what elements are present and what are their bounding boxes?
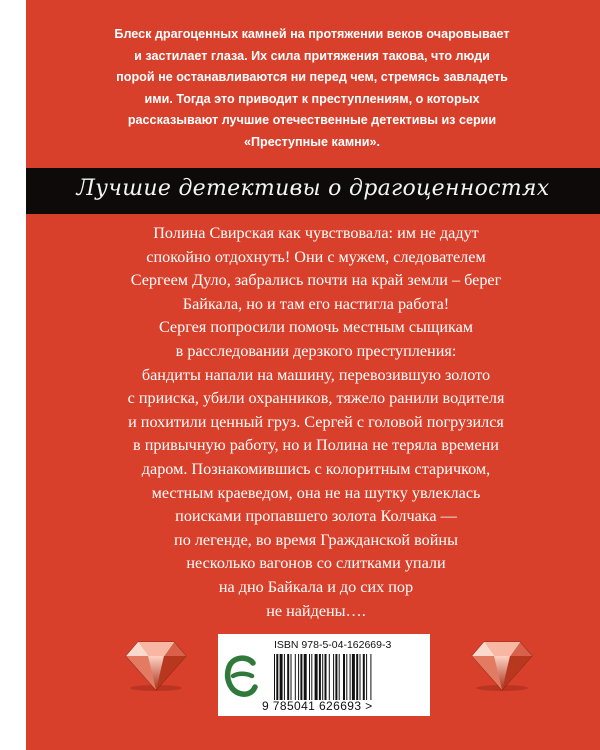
annotation-line: по легенде, во время Гражданской войны [174, 530, 458, 549]
annotation-line: в расследовании дерзкого преступления: [175, 341, 457, 360]
annotation-line: несколько вагонов со слитками упали [186, 554, 446, 573]
annotation-line: местным краеведом, она не на шутку увлеклась [151, 483, 481, 502]
barcode-bar [325, 654, 327, 700]
barcode-bar [291, 654, 292, 700]
barcode-panel [218, 634, 430, 716]
book-annotation [66, 222, 566, 623]
promo-line: ими. Тогда это приводит к преступлениям, о которых [144, 91, 480, 106]
barcode-bar [322, 654, 323, 700]
series-title: Лучшие детективы о драгоценностях [76, 176, 550, 201]
barcode-bar [309, 654, 310, 700]
diamond-icon [124, 636, 188, 692]
annotation-line: Сергеем Дуло, забрались почти на край земли – берег [130, 271, 502, 290]
barcode-bar [300, 654, 302, 700]
promo-line: и застилает глаза. Их сила притяжения такова, что люди [134, 48, 490, 63]
barcode [272, 654, 422, 700]
annotation-line: бандиты напали на машину, перевозившую золото [141, 365, 491, 384]
promo-line: Блеск драгоценных камней на протяжении веков очаровывает [114, 27, 510, 41]
barcode-bar [295, 654, 296, 700]
series-promo-text [82, 24, 542, 153]
back-cover [26, 0, 600, 750]
barcode-bar [298, 654, 299, 700]
series-band [26, 168, 600, 214]
barcode-bar [350, 654, 351, 700]
promo-line: рассказывают лучшие отечественные детективы из серии [127, 113, 497, 127]
annotation-line: в привычную работу, но и Полина не теряла времени [133, 436, 499, 455]
annotation-line: на дно Байкала и до сих пор [218, 577, 414, 596]
barcode-bar [274, 654, 275, 700]
annotation-line: Байкала, но и там его настигла работа! [182, 294, 450, 313]
diamond-icon [470, 636, 534, 692]
isbn-label: ISBN 978-5-04-162669-3 [274, 639, 392, 651]
barcode-bar [339, 654, 340, 700]
promo-line: «Преступные камни». [243, 134, 381, 149]
barcode-bar [284, 654, 285, 700]
annotation-line: поисками пропавшего золота Колчака — [175, 507, 457, 526]
barcode-bar [287, 654, 289, 700]
barcode-bar [352, 654, 355, 700]
barcode-bar [346, 654, 347, 700]
barcode-bar [333, 654, 334, 700]
barcode-bar [363, 654, 365, 700]
barcode-bar [304, 654, 307, 700]
annotation-line: и похитили ценный груз. Сергей с головой погрузился [128, 412, 504, 431]
barcode-bar [276, 654, 278, 700]
annotation-line: даром. Познакомившись с колоритным старичком, [141, 459, 491, 478]
barcode-number: 9 785041 626693 > [262, 699, 373, 713]
annotation-line: Полина Свирская как чувствовала: им не дадут [153, 224, 479, 242]
barcode-bar [366, 654, 367, 700]
annotation-line: спокойно отдохнуть! Они с мужем, следователем [146, 247, 486, 266]
annotation-line: Сергея попросили помочь местным сыщикам [158, 318, 474, 337]
eksmo-logo-icon [224, 654, 258, 698]
barcode-bar [311, 654, 312, 700]
barcode-bar [370, 654, 371, 700]
barcode-bar [319, 654, 321, 700]
barcode-bar [356, 654, 358, 700]
barcode-bar [343, 654, 345, 700]
barcode-bar [335, 654, 337, 700]
barcode-bar [315, 654, 318, 700]
barcode-bar [280, 654, 283, 700]
annotation-line: не найдены…. [266, 601, 366, 620]
barcode-bar [360, 654, 361, 700]
promo-line: порой не останавливаются ни перед чем, стремясь завладеть [116, 70, 508, 84]
annotation-line: с прииска, убили охранников, тяжело ранили водителя [127, 389, 505, 408]
barcode-bar [329, 654, 330, 700]
